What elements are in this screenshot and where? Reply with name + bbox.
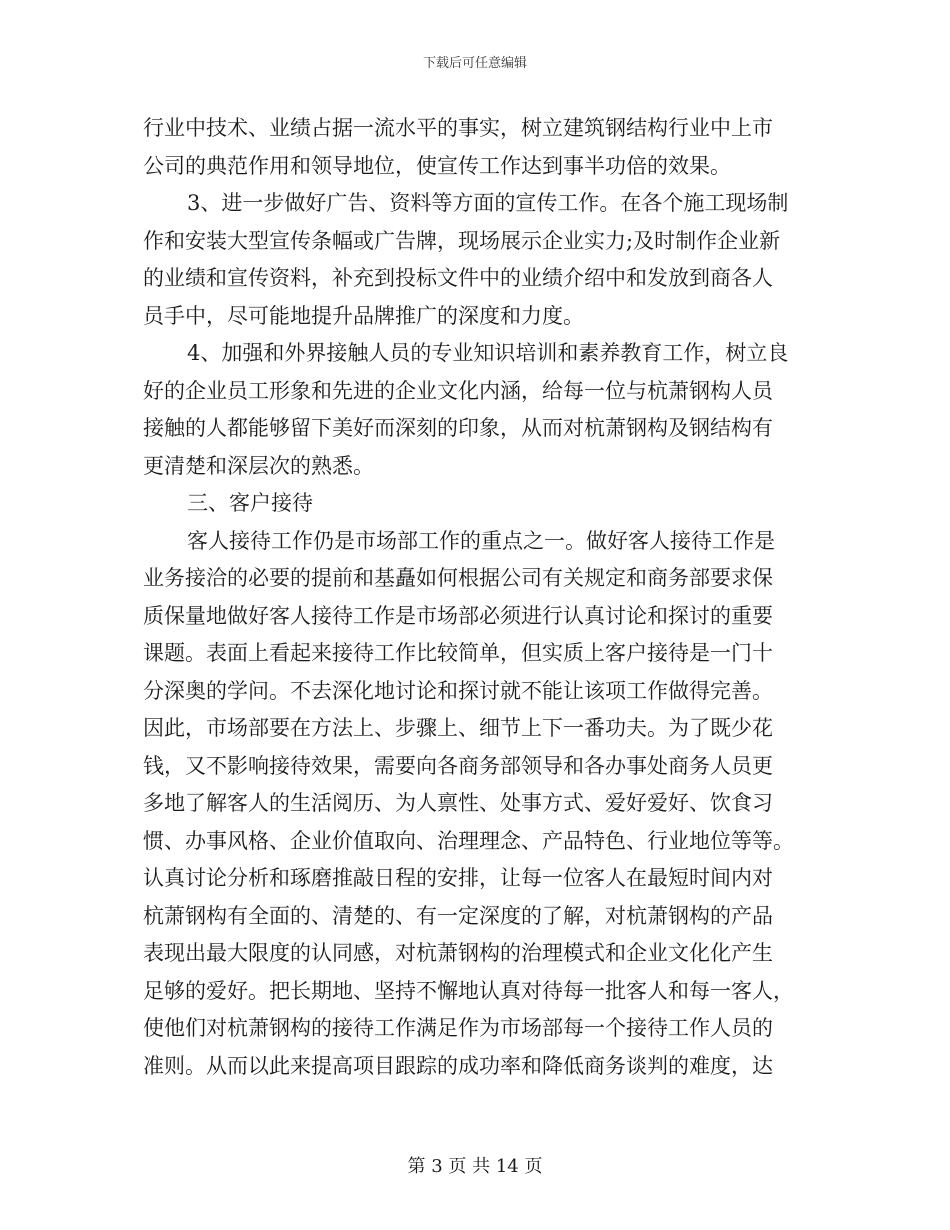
text-line: 客人接待工作仍是市场部工作的重点之一。做好客人接待工作是 — [187, 528, 775, 553]
text-line: 分深奥的学问。不去深化地讨论和探讨就不能让该项工作做得完善。 — [143, 678, 773, 703]
text-line: 3、进一步做好广告、资料等方面的宣传工作。在各个施工现场制 — [187, 191, 789, 215]
text-line: 杭萧钢构有全面的、清楚的、有一定深度的了解，对杭萧钢构的产品 — [143, 903, 773, 928]
text-line: 业务接洽的必要的提前和基矗如何根据公司有关规定和商务部要求保 — [143, 566, 773, 590]
text-line: 因此，市场部要在方法上、步骤上、细节上下一番功夫。为了既少花 — [143, 716, 773, 740]
text-line: 足够的爱好。把长期地、坚持不懈地认真对待每一批客人和每一客人， — [143, 978, 794, 1003]
text-line: 多地了解客人的生活阅历、为人禀性、处事方式、爱好爱好、饮食习 — [143, 791, 773, 815]
text-line: 公司的典范作用和领导地位，使宣传工作达到事半功倍的效果。 — [143, 153, 731, 178]
text-line: 使他们对杭萧钢构的接待工作满足作为市场部每一个接待工作人员的 — [143, 1016, 773, 1040]
text-line: 行业中技术、业绩占据一流水平的事实，树立建筑钢结构行业中上市 — [143, 116, 773, 140]
text-line: 课题。表面上看起来接待工作比较简单，但实质上客户接待是一门十 — [143, 641, 773, 665]
text-line: 惯、办事风格、企业价值取向、治理理念、产品特色、行业地位等等。 — [143, 828, 794, 853]
text-line: 认真讨论分析和琢磨推敲日程的安排，让每一位客人在最短时间内对 — [143, 866, 773, 890]
text-line: 员手中，尽可能地提升品牌推广的深度和力度。 — [143, 303, 584, 328]
text-line: 质保量地做好客人接待工作是市场部必须进行认真讨论和探讨的重要 — [143, 603, 773, 628]
page-header: 下载后可任意编辑 — [422, 56, 527, 71]
text-line: 好的企业员工形象和先进的企业文化内涵，给每一位与杭萧钢构人员 — [143, 378, 773, 403]
text-line: 准则。从而以此来提高项目跟踪的成功率和降低商务谈判的难度，达 — [143, 1053, 773, 1078]
page-footer: 第 3 页 共 14 页 — [407, 1156, 543, 1177]
document-body — [143, 110, 803, 1085]
text-line: 钱，又不影响接待效果，需要向各商务部领导和各办事处商务人员更 — [143, 753, 773, 778]
text-line: 4、加强和外界接触人员的专业知识培训和素养教育工作，树立良 — [187, 341, 789, 365]
text-line: 更清楚和深层次的熟悉。 — [143, 453, 374, 478]
text-line: 接触的人都能够留下美好而深刻的印象，从而对杭萧钢构及钢结构有 — [143, 416, 773, 440]
text-line: 作和安装大型宣传条幅或广告牌，现场展示企业实力;及时制作企业新 — [143, 228, 781, 253]
text-line: 表现出最大限度的认同感，对杭萧钢构的治理模式和企业文化化产生 — [143, 941, 773, 965]
text-line: 的业绩和宣传资料，补充到投标文件中的业绩介绍中和发放到商各人 — [143, 266, 773, 290]
text-line: 三、客户接待 — [187, 491, 313, 515]
